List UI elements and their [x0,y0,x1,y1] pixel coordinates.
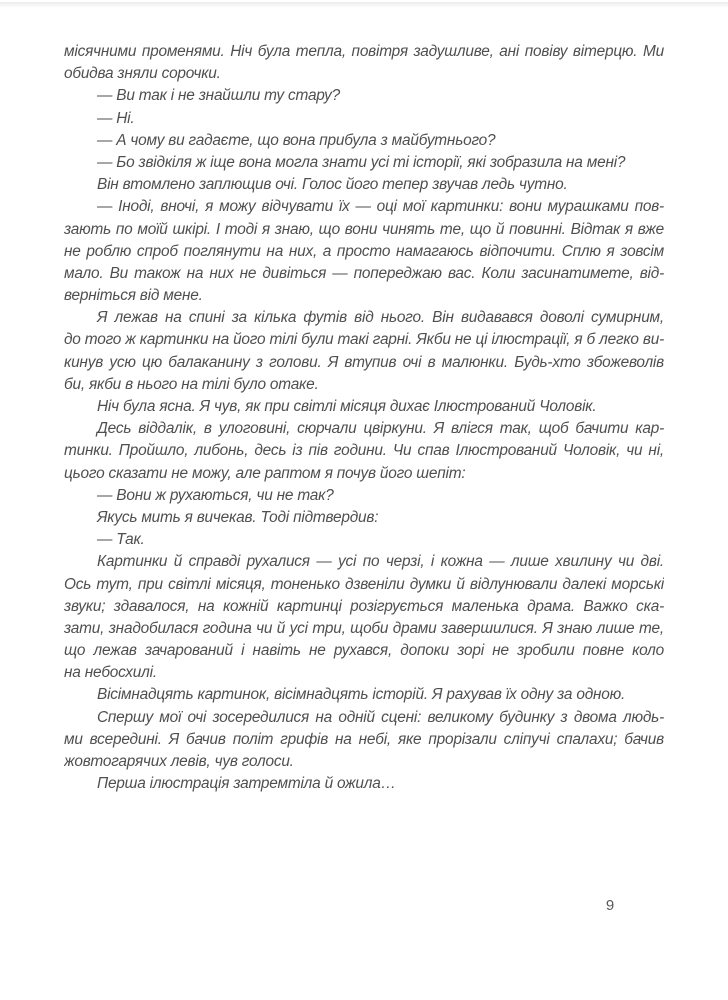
text-line: Десь віддалік, в улоговині, сюрчали цвіркуни. Я влігся так, щоб бачити кар- [97,420,664,438]
text-line: що лежав зачарований і навіть не рухався, допоки зорі не зробили повне коло [64,642,664,660]
paragraph [64,684,664,706]
paragraph [64,773,664,795]
paragraph [64,551,664,684]
text-line: жовтогарячих левів, чув голоси. [64,753,294,770]
text-block [64,41,664,795]
text-line: Перша ілюстрація затремтіла й ожила… [97,775,396,793]
text-line: — Ви так і не знайшли ту стару? [97,87,341,105]
text-line: цього сказати не можу, але раптом я почув його шепіт: [64,464,466,482]
text-line: до того ж картинки на його тілі були такі гарні. Якби не ці ілюстрації, я б легко ви- [64,331,664,349]
text-line: — Бо звідкіля ж іще вона могла знати усі ті історії, які зобразила на мені? [97,153,626,171]
text-line: — Ні. [97,109,135,127]
text-line: би, якби в нього на тілі було отаке. [64,375,319,393]
paragraph [64,108,664,130]
text-line: — Так. [97,531,145,549]
text-line: обидва зняли сорочки. [64,65,221,83]
text-line: — Вони ж рухаються, чи не так? [97,486,334,504]
text-line: ми всередині. Я бачив політ грифів на небі, яке прорізали сліпучі спалахи; бачив [64,730,664,748]
page-edge-shadow [0,2,728,7]
text-line: — Іноді, вночі, я можу відчувати їх — оці мої картинки: вони мурашками пов- [97,198,664,216]
text-line: кинув усю цю балаканину з голови. Я втупив очі в малюнки. Будь-хто збожеволів [64,353,664,371]
paragraph [64,196,664,307]
paragraph [64,485,664,507]
paragraph [64,152,664,174]
text-line: Я лежав на спині за кілька футів від нього. Він видавався доволі сумирним, [97,309,664,327]
page-number: 9 [605,897,615,914]
paragraph [64,507,664,529]
text-line: Якусь мить я вичекав. Тоді підтвердив: [97,508,379,526]
text-line: верніться від мене. [64,287,203,305]
text-line: Ніч була ясна. Я чув, як при світлі місяця дихає Ілюстрований Чоловік. [97,398,597,415]
paragraph [64,707,664,774]
text-line: Спершу мої очі зосередилися на одній сцені: великому будинку з двома людь- [97,708,664,726]
text-line: Вісімнадцять картинок, вісімнадцять історій. Я рахував їх одну за одною. [97,686,626,704]
text-line: звуки; здавалося, на кожній картинці розігрується маленька драма. Важко ска- [64,597,664,615]
text-line: на небосхилі. [64,664,157,682]
paragraph [64,85,664,107]
text-line: тинки. Пройшло, либонь, десь із пів години. Чи спав Ілюстрований Чоловік, чи ні, [64,442,664,460]
text-line: зають по моїй шкірі. І тоді я знаю, що вони чинять те, що й повинні. Відтак я вже [64,220,664,238]
paragraph [64,130,664,152]
paragraph [64,396,664,418]
text-line: місячними променями. Ніч була тепла, повітря задушливе, ані повіву вітерцю. Ми [64,43,664,60]
paragraph [64,529,664,551]
paragraph [64,418,664,485]
text-line: мало. Ви також на них не дивіться — попереджаю вас. Коли засинатимете, від- [64,264,664,282]
text-line: зати, знадобилася година чи й усі три, щоби драми завершилися. Я знаю лише те, [64,619,664,637]
text-line: Ось тут, при світлі місяця, тоненько дзвеніли думки й відлунювали далекі морські [64,575,664,593]
paragraph [64,307,664,396]
paragraph [64,41,664,85]
text-line: — А чому ви гадаєте, що вона прибула з майбутнього? [97,131,496,149]
text-line: Він втомлено заплющив очі. Голос його тепер звучав ледь чутно. [97,176,568,194]
paragraph [64,174,664,196]
text-line: Картинки й справді рухалися — усі по черзі, і кожна — лише хвилину чи дві. [97,553,664,571]
text-line: не роблю спроб поглянути на них, а просто намагаюсь відпочити. Сплю я зовсім [64,242,664,260]
